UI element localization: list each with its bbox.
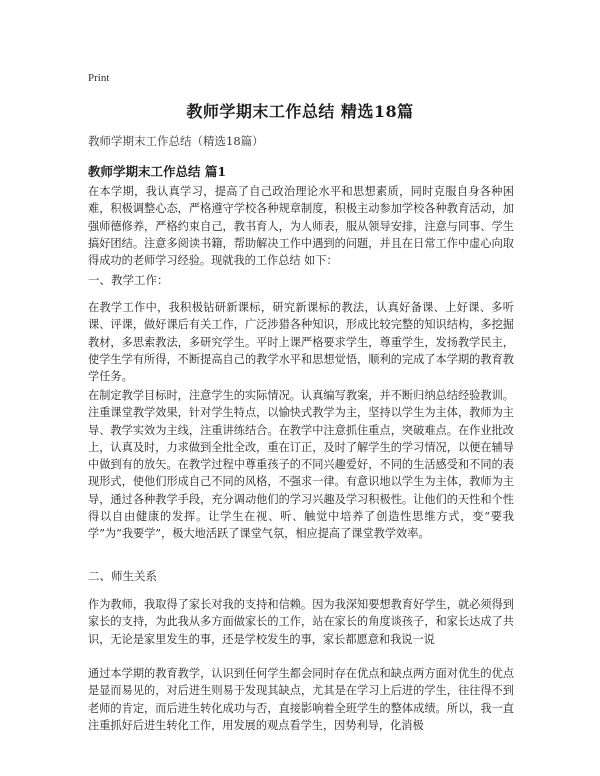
subheading-teaching: 一、教学工作： [88,273,169,287]
paragraph-5: 通过本学期的教育教学，认识到任何学生都会同时存在优点和缺点两方面对优生的优点是显而易见的，对后进生则易于发现其缺点，尤其是在学习上后进的学生，往往得不到老师的肯定，而后进生转化成功与否，直接影响着全班学生的整体成绩。所以，我一直注重抓好后进生转化工作，用发展的观点看学生，因势利导，化消极 [88,667,514,732]
page-title: 教师学期末工作总结 精选18篇 [186,102,414,121]
print-label[interactable]: Print [88,72,110,84]
section-heading: 教师学期末工作总结 篇1 [88,164,227,179]
subheading-relations: 二、师生关系 [88,569,157,583]
paragraph-4: 作为教师，我取得了家长对我的支持和信赖。因为我深知要想教育好学生，就必须得到家长的支持，为此我从多方面做家长的工作，站在家长的角度谈孩子，和家长达成了共识，无论是家里发生的事，还是学校发生的事，家长都愿意和我说一说 [88,598,514,646]
paragraph-2: 在教学工作中，我积极钻研新课标，研究新课标的教法，认真好备课、上好课、多听课、评课，做好课后有关工作，广泛涉猎各种知识，形成比较完整的知识结构，多挖掘教材，多思索教法，多研究学生。平时上课严格要求学生，尊重学生，发扬教学民主，使学生学有所得，不断提高自己的教学水平和思想觉悟，顺利的完成了本学期的教育教学任务。 [88,301,514,384]
paragraph-3: 在制定教学目标时，注意学生的实际情况。认真编写教案，并不断归纳总结经验教训。注重课堂教学效果，针对学生特点，以愉快式教学为主，坚持以学生为主体，教师为主导、教学实效为主线，注重讲练结合。在教学中注意抓住重点，突破难点。在作业批改上，认真及时，力求做到全批全改，重在订正，及时了解学生的学习情况，以便在辅导中做到有的放矢。在教学过程中尊重孩子的不同兴趣爱好，不同的生活感受和不同的表现形式，使他们形成自己不同的风格，不强求一律。有意识地以学生为主体，教师为主导，通过各种教学手段，充分调动他们的学习兴趣及学习积极性。让他们的天性和个性得以自由健康的发挥。让学生在视、听、触觉中培养了创造性思维方式，变“要我学”为“我要学”，极大地活跃了课堂气氛，相应提高了课堂教学效率。 [88,389,514,541]
paragraph-1: 在本学期，我认真学习，提高了自己政治理论水平和思想素质，同时克服自身各种困难，积极调整心态，严格遵守学校各种规章制度，积极主动参加学校各种教育活动，加强师德修养，严格约束自己，教书育人，为人师表，服从领导安排，注意与同事、学生搞好团结。注意多阅读书籍，帮助解决工作中遇到的问题，并且在日常工作中虚心向取得成功的老师学习经验。现就我的工作总结 如下： [88,185,514,268]
document-subtitle: 教师学期末工作总结（精选18篇） [88,134,264,148]
